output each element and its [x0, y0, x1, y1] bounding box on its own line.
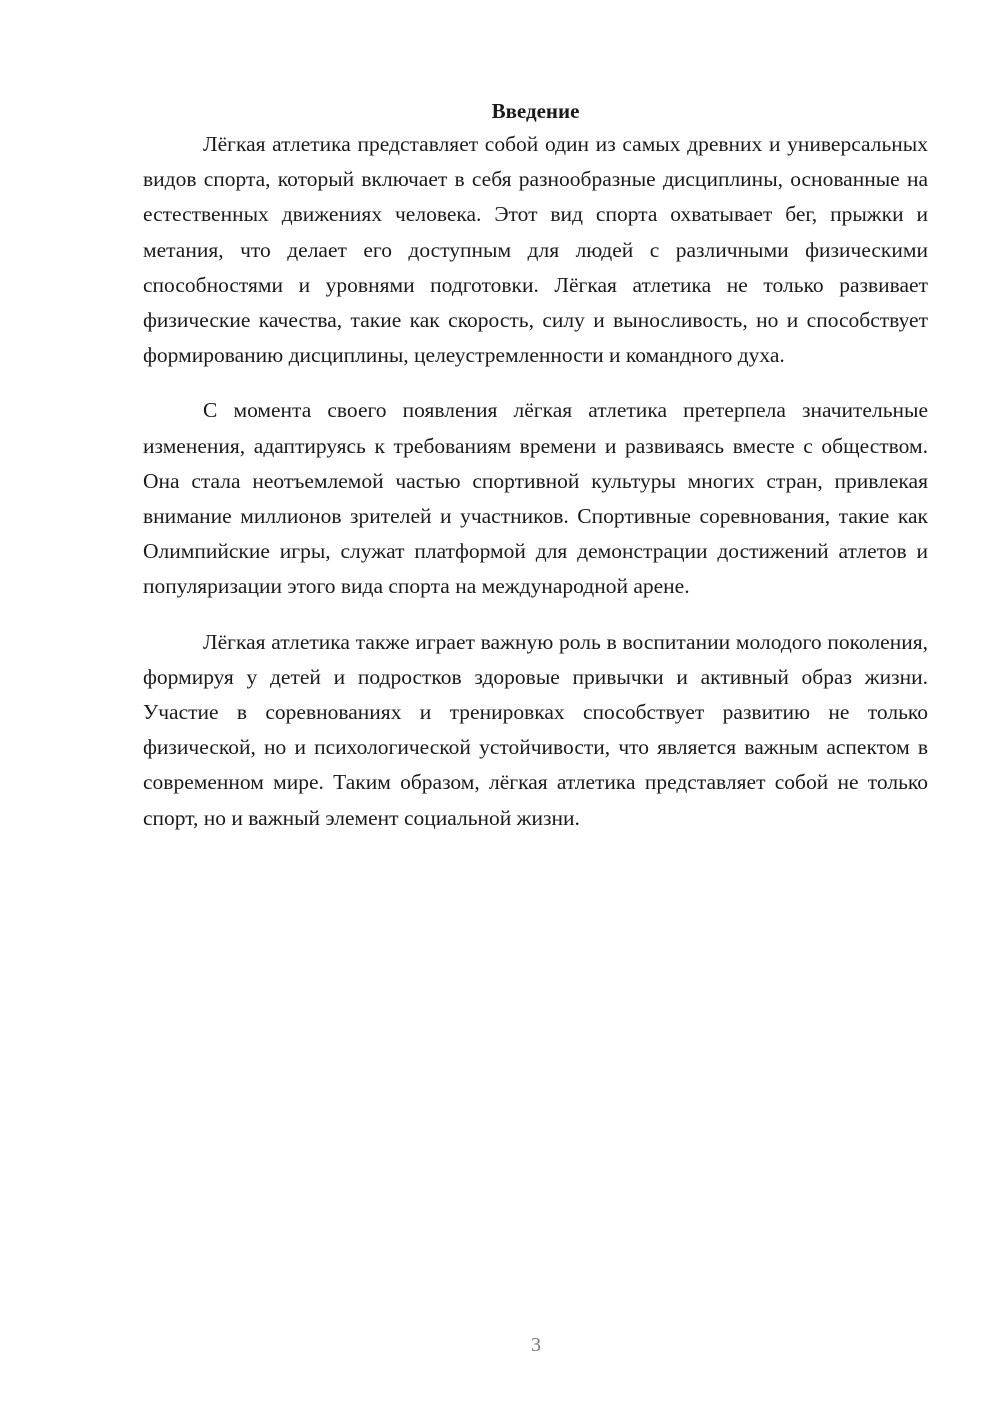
paragraph-3: Лёгкая атлетика также играет важную роль в воспитании молодого поколения, формируя у детей и подростков здоровые привычки и активный образ жизни. Участие в соревнованиях и тренировках способствует развитию не только физической, но и психологической устойчивости, что является важным аспектом в современном мире. Таким образом, лёгкая атлетика представляет собой не только спорт, но и важный элемент социальной жизни. [143, 629, 928, 830]
paragraph-2: С момента своего появления лёгкая атлетика претерпела значительные изменения, адаптируясь к требованиям времени и развиваясь вместе с обществом. Она стала неотъемлемой частью спортивной культуры многих стран, привлекая внимание миллионов зрителей и участников. Спортивные соревнования, такие как Олимпийские игры, служат платформой для демонстрации достижений атлетов и популяризации этого вида спорта на международной арене. [143, 398, 928, 599]
page-body [143, 96, 928, 856]
section-heading: Введение [491, 99, 580, 123]
paragraph-1: Лёгкая атлетика представляет собой один из самых древних и универсальных видов спорта, который включает в себя разнообразные дисциплины, основанные на естественных движениях человека. Этот вид спорта охватывает бег, прыжки и метания, что делает его доступным для людей с различными физическими способностями и уровнями подготовки. Лёгкая атлетика не только развивает физические качества, такие как скорость, силу и выносливость, но и способствует формированию дисциплины, целеустремленности и командного духа. [143, 132, 928, 368]
page-number: 3 [531, 1334, 541, 1356]
